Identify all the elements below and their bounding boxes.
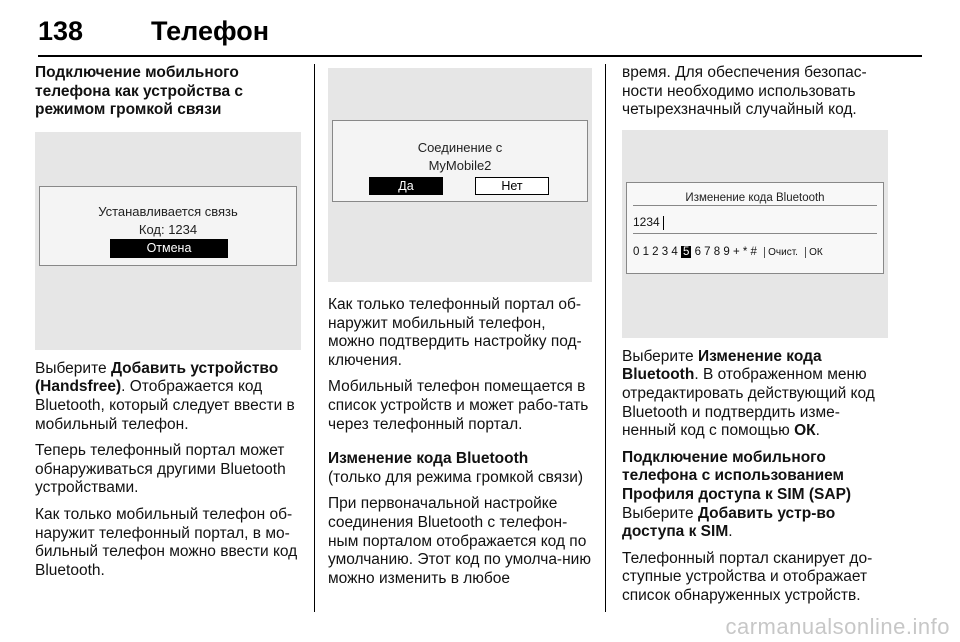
display-screenshot (622, 130, 888, 338)
dialog-text: Устанавливается связь (98, 203, 238, 219)
paragraph: Телефонный портал сканирует до-ступные устройства и отображает список обнаруженных устройств. (622, 549, 873, 604)
column-2 (328, 64, 592, 596)
dialog-panel (39, 186, 297, 266)
paragraph: Выберите Добавить устр-во доступа к SIM. (622, 504, 836, 541)
selected-digit[interactable]: 5 (682, 245, 690, 258)
clear-key[interactable]: Очист. (764, 247, 798, 258)
column-divider (605, 64, 606, 612)
cancel-button[interactable]: Отмена (110, 239, 228, 258)
dialog-text: Соединение с (417, 140, 503, 155)
section-heading: Подключение мобильного телефона как устройства с режимом громкой связи (35, 64, 244, 119)
dialog-title: Изменение кода Bluetooth (685, 191, 825, 204)
yes-button[interactable]: Да (369, 177, 443, 195)
paragraph: Как только мобильный телефон об-наружит телефонный портал, в мо-бильный телефон можно ввести код Bluetooth. (35, 505, 298, 579)
page-title: Телефон (151, 16, 270, 46)
paragraph: Выберите Изменение кода Bluetooth. В отображенном меню отредактировать действующий код Bluetooth и подтвердить изме-ненный код с помощью ОК. (622, 347, 875, 440)
page-header (38, 14, 922, 54)
dialog-code: Код: 1234 (138, 221, 198, 237)
no-button[interactable]: Нет (475, 177, 549, 195)
code-field[interactable]: 1234 (633, 213, 664, 232)
subheading: (только для режима громкой связи) (328, 468, 584, 486)
section-heading: Подключение мобильного телефона с использованием Профиля доступа к SIM (SAP) (622, 448, 852, 503)
keypad-panel (626, 182, 884, 274)
page-number: 138 (38, 16, 84, 46)
dialog-device-name: MyMobile2 (428, 158, 492, 173)
watermark: carmanualsonline.info (725, 614, 950, 639)
display-screenshot (328, 68, 592, 282)
paragraph: Мобильный телефон помещается в список устройств и может рабо-тать через телефонный портал. (328, 378, 589, 433)
dialog-panel (332, 120, 588, 202)
ok-key[interactable]: ОК (805, 247, 823, 258)
section-heading: Изменение кода Bluetooth (328, 450, 529, 468)
digit-keyboard[interactable]: 0 1 2 3 4 5 6 7 8 9 + * # Очист. ОК (633, 245, 823, 258)
column-3 (622, 64, 888, 614)
paragraph: Как только телефонный портал об-наружит мобильный телефон, можно подтвердить настройку под-ключения. (328, 296, 582, 369)
paragraph: Выберите Добавить устройство (Handsfree). Отображается код Bluetooth, который следует ввести в мобильный телефон. (35, 359, 295, 433)
column-1 (35, 64, 301, 588)
paragraph: При первоначальной настройке соединения Bluetooth с телефон-ным порталом отображается код по умолчанию. Этот код по умолча-нию можно изменить в любое (328, 495, 591, 587)
paragraph: Теперь телефонный портал может обнаруживаться другими Bluetooth устройствами. (35, 442, 286, 497)
header-rule (38, 55, 922, 57)
column-divider (314, 64, 315, 612)
paragraph: время. Для обеспечения безопас-ности необходимо использовать четырехзначный случайный код. (622, 64, 867, 119)
display-screenshot (35, 132, 301, 350)
